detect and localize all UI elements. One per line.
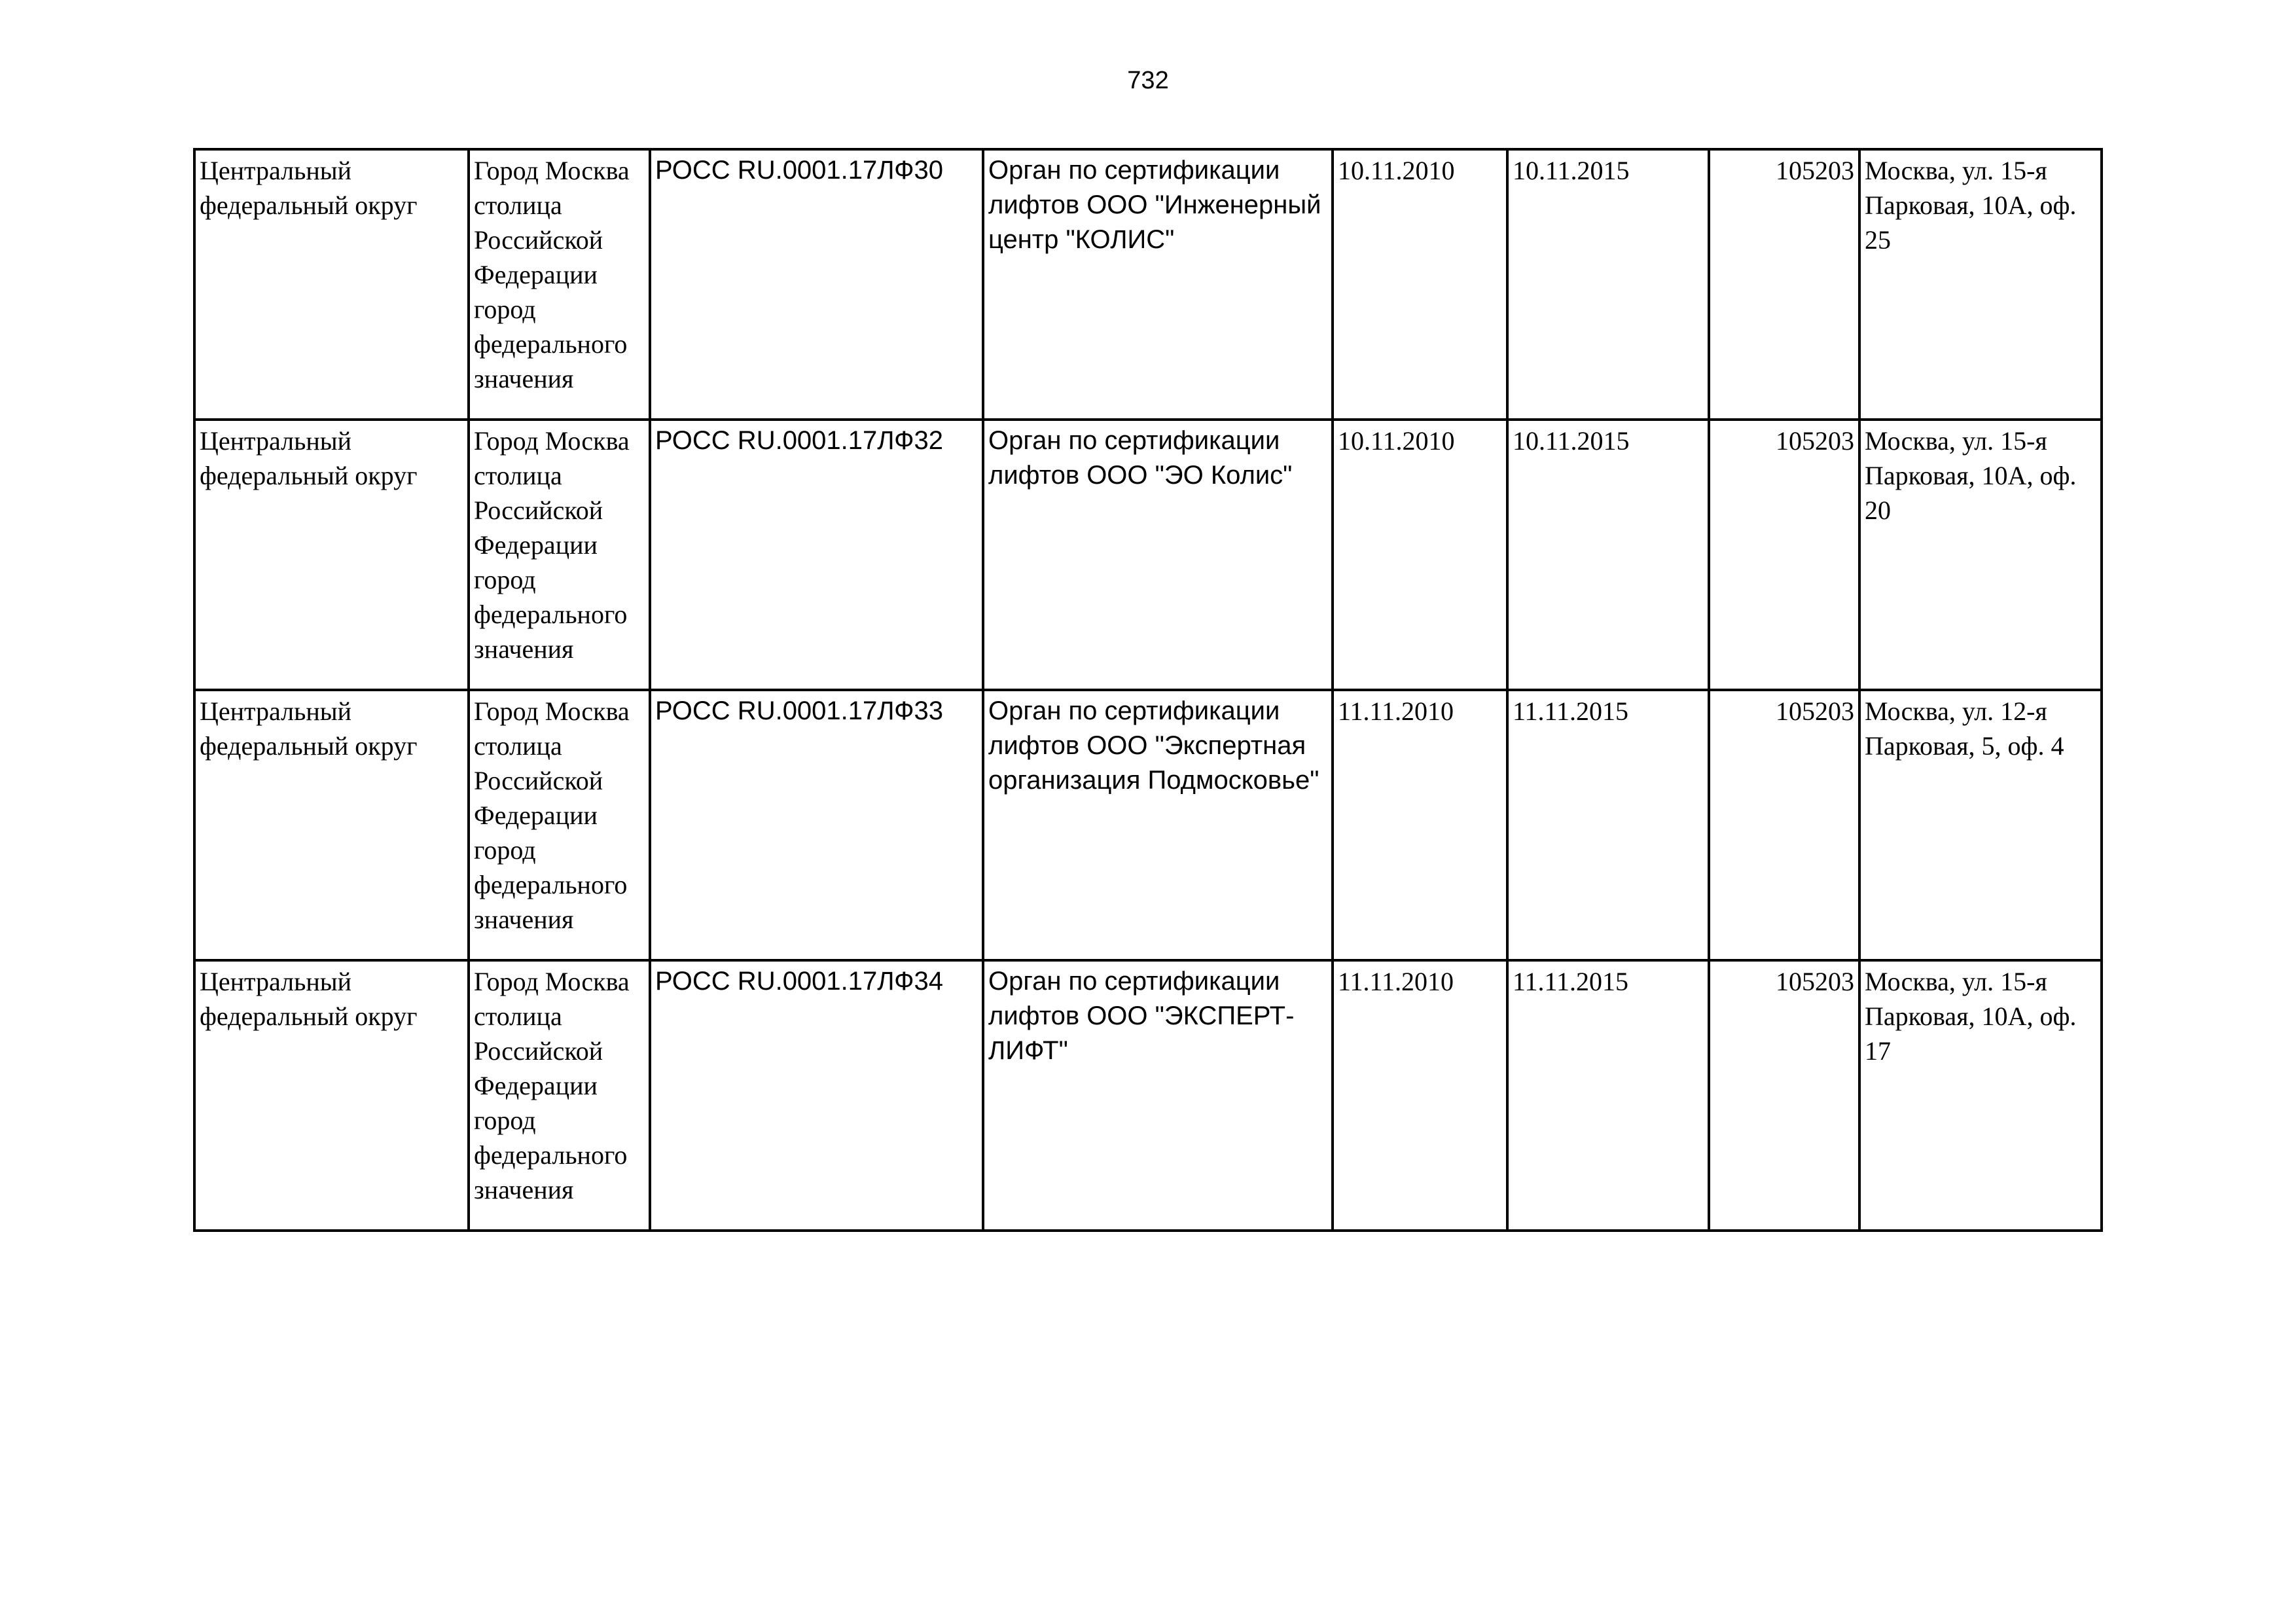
organization-text: Орган по сертификации лифтов ООО "Экспертная организация Подмосковье": [988, 696, 1319, 795]
region-text: Город Москва столица Российской Федерации город федерального значения: [474, 156, 630, 393]
cert-number-cell: [650, 149, 983, 420]
postal-code-text: 105203: [1776, 696, 1854, 726]
date-from-cell: [1333, 960, 1507, 1231]
organization-text: Орган по сертификации лифтов ООО "Инженерный центр "КОЛИС": [988, 156, 1321, 254]
region-cell: [469, 149, 650, 420]
district-cell: [194, 960, 469, 1231]
region-cell: [469, 960, 650, 1231]
region-text: Город Москва столица Российской Федерации город федерального значения: [474, 696, 630, 934]
cert-number-cell: [650, 960, 983, 1231]
certification-bodies-table: [193, 148, 2103, 1232]
district-cell: [194, 420, 469, 690]
date-from-text: 10.11.2010: [1338, 156, 1455, 185]
date-to-cell: [1507, 149, 1709, 420]
organization-text: Орган по сертификации лифтов ООО "ЭО Колис": [988, 426, 1293, 490]
table-row: [194, 149, 2102, 420]
address-cell: [1859, 149, 2102, 420]
date-from-cell: [1333, 420, 1507, 690]
date-from-cell: [1333, 149, 1507, 420]
date-to-cell: [1507, 690, 1709, 960]
date-from-text: 10.11.2010: [1338, 426, 1455, 456]
region-cell: [469, 690, 650, 960]
region-text: Город Москва столица Российской Федерации город федерального значения: [474, 967, 630, 1204]
date-to-text: 11.11.2015: [1513, 967, 1629, 996]
organization-cell: [983, 420, 1333, 690]
region-text: Город Москва столица Российской Федерации город федерального значения: [474, 426, 630, 664]
table-row: [194, 960, 2102, 1231]
address-text: Москва, ул. 15-я Парковая, 10А, оф. 17: [1865, 967, 2077, 1066]
cert-number-text: РОСС RU.0001.17ЛФ34: [655, 967, 943, 996]
postal-code-cell: [1709, 960, 1859, 1231]
district-text: Центральный федеральный округ: [200, 156, 418, 220]
postal-code-cell: [1709, 420, 1859, 690]
cert-number-text: РОСС RU.0001.17ЛФ33: [655, 696, 943, 725]
organization-cell: [983, 149, 1333, 420]
address-cell: [1859, 420, 2102, 690]
address-cell: [1859, 960, 2102, 1231]
date-to-cell: [1507, 960, 1709, 1231]
table-row: [194, 690, 2102, 960]
postal-code-text: 105203: [1776, 426, 1854, 456]
organization-cell: [983, 690, 1333, 960]
district-text: Центральный федеральный округ: [200, 426, 418, 490]
region-cell: [469, 420, 650, 690]
postal-code-cell: [1709, 149, 1859, 420]
address-text: Москва, ул. 12-я Парковая, 5, оф. 4: [1865, 696, 2064, 761]
date-to-text: 10.11.2015: [1513, 426, 1630, 456]
cert-number-cell: [650, 420, 983, 690]
postal-code-text: 105203: [1776, 967, 1854, 996]
postal-code-text: 105203: [1776, 156, 1854, 185]
district-text: Центральный федеральный округ: [200, 696, 418, 761]
date-to-cell: [1507, 420, 1709, 690]
cert-number-cell: [650, 690, 983, 960]
district-text: Центральный федеральный округ: [200, 967, 418, 1031]
address-text: Москва, ул. 15-я Парковая, 10А, оф. 20: [1865, 426, 2077, 525]
page-number: 732: [1127, 67, 1169, 94]
postal-code-cell: [1709, 690, 1859, 960]
date-to-text: 10.11.2015: [1513, 156, 1630, 185]
date-from-text: 11.11.2010: [1338, 696, 1454, 726]
address-text: Москва, ул. 15-я Парковая, 10А, оф. 25: [1865, 156, 2077, 255]
organization-cell: [983, 960, 1333, 1231]
date-from-text: 11.11.2010: [1338, 967, 1454, 996]
organization-text: Орган по сертификации лифтов ООО "ЭКСПЕРТ-ЛИФТ": [988, 967, 1295, 1065]
date-to-text: 11.11.2015: [1513, 696, 1629, 726]
address-cell: [1859, 690, 2102, 960]
table-row: [194, 420, 2102, 690]
cert-number-text: РОСС RU.0001.17ЛФ32: [655, 426, 943, 455]
date-from-cell: [1333, 690, 1507, 960]
district-cell: [194, 149, 469, 420]
district-cell: [194, 690, 469, 960]
cert-number-text: РОСС RU.0001.17ЛФ30: [655, 156, 943, 185]
